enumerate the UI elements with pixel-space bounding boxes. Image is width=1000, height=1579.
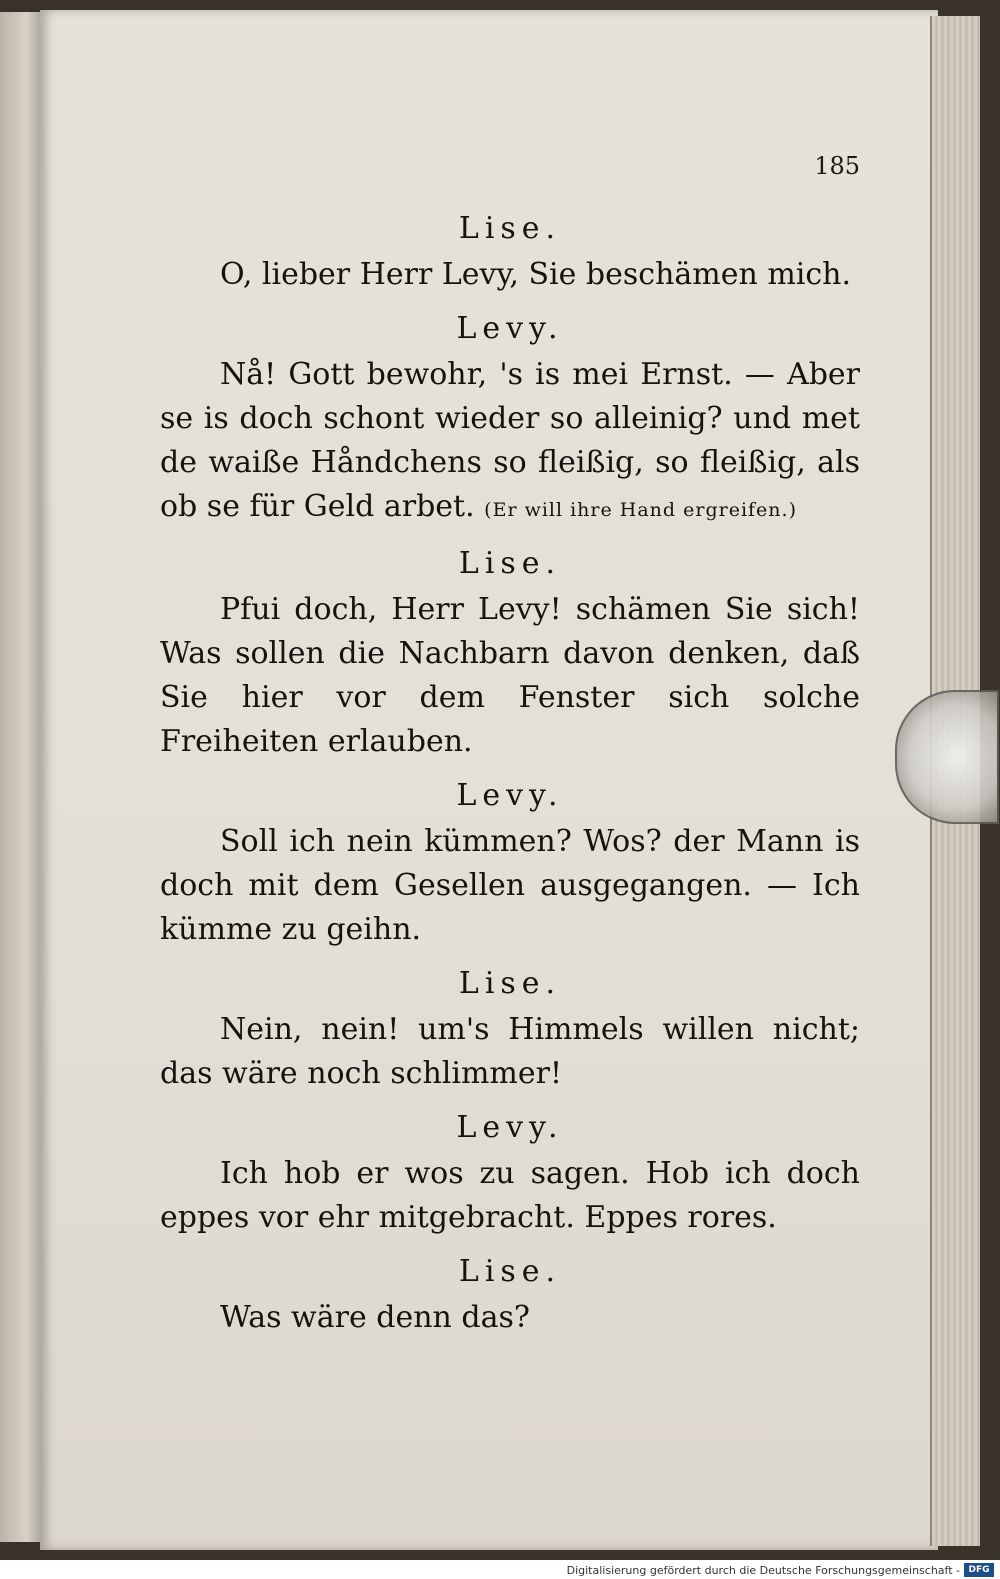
dfg-logo: DFG (964, 1563, 994, 1577)
speech-text: Ich hob er wos zu sagen. Hob ich doch eppes vor ehr mitgebracht. Eppes rores. (160, 1156, 860, 1235)
speaker-name: Levy. (456, 311, 564, 346)
page-clip (895, 690, 999, 824)
speech-text: Nå! Gott bewohr, 's is mei Ernst. — Aber se is doch schont wieder so alleinig? und met de waiße Håndchens so fleißig, so fleißig, als ob se für Geld arbet. (160, 357, 860, 524)
speech-text: Pfui doch, Herr Levy! schämen Sie sich! Was sollen die Nachbarn davon denken, daß Sie hier vor dem Fenster sich solche Freiheiten erlauben. (160, 592, 860, 759)
speech-text: Nein, nein! um's Himmels willen nicht; das wäre noch schlimmer! (160, 1012, 860, 1091)
page-number: 185 (814, 152, 860, 180)
stage-direction: (Er will ihre Hand ergreifen.) (484, 499, 797, 521)
speaker-name: Lise. (458, 1254, 562, 1289)
footer-credit: Digitalisierung gefördert durch die Deutsche Forschungsgemeinschaft - (566, 1564, 960, 1577)
speech-text: Was wäre denn das? (220, 1300, 530, 1335)
speaker-name: Lise. (458, 211, 562, 246)
speaker-name: Levy. (456, 778, 564, 813)
page-text (160, 205, 860, 1348)
footer-bar (0, 1560, 1000, 1579)
speaker-name: Lise. (458, 966, 562, 1001)
speech-text: O, lieber Herr Levy, Sie beschämen mich. (220, 257, 852, 292)
speaker-name: Levy. (456, 1110, 564, 1145)
speaker-name: Lise. (458, 546, 562, 581)
speech-text: Soll ich nein kümmen? Wos? der Mann is doch mit dem Gesellen ausgegangen. — Ich kümme zu geihn. (160, 824, 860, 947)
speech-paragraph (160, 353, 860, 532)
